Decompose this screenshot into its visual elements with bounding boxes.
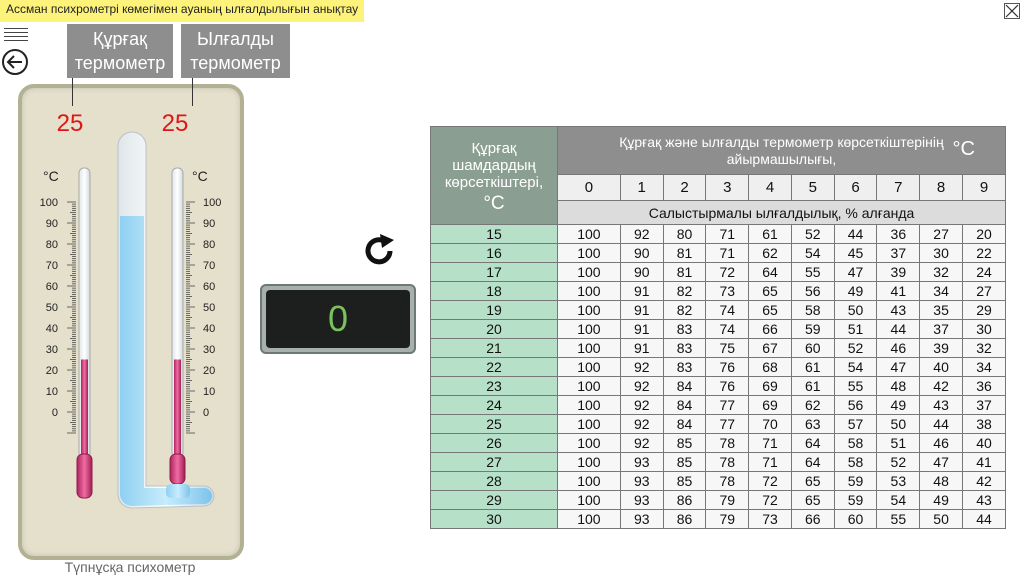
humidity-cell: 52	[877, 453, 920, 472]
humidity-cell: 55	[791, 263, 834, 282]
humidity-cell: 100	[558, 263, 621, 282]
dry-temp-cell: 25	[431, 415, 558, 434]
humidity-cell: 39	[877, 263, 920, 282]
dry-label-pointer	[72, 78, 73, 106]
humidity-cell: 43	[920, 396, 963, 415]
humidity-table	[430, 126, 1006, 529]
humidity-cell: 69	[749, 377, 792, 396]
humidity-cell: 66	[791, 510, 834, 529]
humidity-cell: 58	[791, 301, 834, 320]
humidity-cell: 74	[706, 320, 749, 339]
dry-temp-cell: 24	[431, 396, 558, 415]
humidity-cell: 61	[749, 225, 792, 244]
humidity-cell: 92	[620, 377, 663, 396]
back-button[interactable]	[2, 49, 28, 75]
table-row	[431, 263, 1006, 282]
humidity-cell: 92	[620, 396, 663, 415]
humidity-cell: 70	[749, 415, 792, 434]
humidity-cell: 61	[791, 377, 834, 396]
humidity-cell: 77	[706, 396, 749, 415]
humidity-cell: 35	[920, 301, 963, 320]
dry-temp-cell: 21	[431, 339, 558, 358]
humidity-cell: 76	[706, 377, 749, 396]
humidity-cell: 37	[962, 396, 1005, 415]
humidity-cell: 93	[620, 491, 663, 510]
humidity-cell: 69	[749, 396, 792, 415]
psychrometer-panel	[18, 84, 244, 560]
humidity-cell: 100	[558, 472, 621, 491]
humidity-cell: 58	[834, 434, 877, 453]
humidity-cell: 41	[877, 282, 920, 301]
humidity-cell: 71	[706, 225, 749, 244]
humidity-cell: 27	[920, 225, 963, 244]
humidity-cell: 59	[834, 491, 877, 510]
wet-wick-water	[120, 216, 212, 506]
humidity-cell: 43	[877, 301, 920, 320]
diff-column-header: 4	[749, 175, 792, 201]
table-row	[431, 396, 1006, 415]
refresh-button[interactable]	[360, 232, 398, 270]
scale-label: 10	[45, 386, 58, 398]
humidity-cell: 66	[749, 320, 792, 339]
humidity-cell: 84	[663, 377, 706, 396]
humidity-cell: 51	[877, 434, 920, 453]
psychrometer-caption: Түпнұсқа психометр	[64, 559, 196, 575]
humidity-cell: 39	[920, 339, 963, 358]
humidity-cell: 22	[962, 244, 1005, 263]
dry-temp-cell: 16	[431, 244, 558, 263]
dry-temp-cell: 19	[431, 301, 558, 320]
humidity-cell: 64	[791, 434, 834, 453]
humidity-cell: 79	[706, 510, 749, 529]
window-title: Ассман психрометрі көмегімен ауаның ылғалдылығын анықтау	[0, 0, 364, 22]
table-row	[431, 434, 1006, 453]
table-row	[431, 453, 1006, 472]
scale-label: 30	[45, 344, 58, 356]
scale-label: 20	[45, 365, 58, 377]
humidity-cell: 36	[962, 377, 1005, 396]
scale-label: 90	[45, 218, 58, 230]
humidity-cell: 42	[920, 377, 963, 396]
diff-column-header: 9	[962, 175, 1005, 201]
diff-header-text: Құрғақ және ылғалды термометр көрсеткіштерінің айырмашылығы,	[619, 133, 944, 167]
humidity-cell: 40	[962, 434, 1005, 453]
dry-temp-cell: 15	[431, 225, 558, 244]
table-row	[431, 377, 1006, 396]
diff-column-header: 3	[706, 175, 749, 201]
dry-temp-cell: 23	[431, 377, 558, 396]
humidity-cell: 82	[663, 282, 706, 301]
close-button[interactable]	[1004, 3, 1020, 19]
humidity-cell: 52	[834, 339, 877, 358]
humidity-cell: 72	[749, 491, 792, 510]
humidity-cell: 80	[663, 225, 706, 244]
humidity-cell: 85	[663, 472, 706, 491]
dry-temp-header-unit: °C	[483, 192, 505, 214]
humidity-cell: 30	[920, 244, 963, 263]
humidity-cell: 54	[877, 491, 920, 510]
humidity-cell: 57	[834, 415, 877, 434]
humidity-cell: 34	[920, 282, 963, 301]
diff-column-header: 7	[877, 175, 920, 201]
humidity-cell: 100	[558, 491, 621, 510]
wet-unit-label: °C	[192, 168, 208, 184]
humidity-cell: 72	[706, 263, 749, 282]
dry-thermometer-bulb	[77, 454, 92, 498]
humidity-cell: 54	[834, 358, 877, 377]
humidity-cell: 36	[877, 225, 920, 244]
table-row	[431, 320, 1006, 339]
humidity-cell: 62	[791, 396, 834, 415]
dry-temp-readout: 25	[56, 110, 84, 137]
humidity-cell: 90	[620, 244, 663, 263]
humidity-cell: 48	[920, 472, 963, 491]
scale-label: 50	[203, 302, 216, 314]
humidity-cell: 92	[620, 434, 663, 453]
humidity-cell: 42	[962, 472, 1005, 491]
humidity-cell: 100	[558, 282, 621, 301]
humidity-cell: 78	[706, 472, 749, 491]
humidity-cell: 65	[749, 282, 792, 301]
psychrometer-drawing	[22, 88, 240, 556]
humidity-cell: 100	[558, 320, 621, 339]
humidity-cell: 44	[877, 320, 920, 339]
humidity-cell: 56	[834, 396, 877, 415]
humidity-cell: 77	[706, 415, 749, 434]
humidity-cell: 67	[749, 339, 792, 358]
humidity-cell: 83	[663, 358, 706, 377]
humidity-cell: 61	[791, 358, 834, 377]
wet-thermometer-scale	[186, 197, 221, 433]
humidity-cell: 50	[920, 510, 963, 529]
humidity-cell: 53	[877, 472, 920, 491]
table-row	[431, 358, 1006, 377]
refresh-icon	[360, 232, 398, 270]
scale-label: 80	[203, 239, 216, 251]
diff-column-header: 5	[791, 175, 834, 201]
humidity-cell: 40	[920, 358, 963, 377]
humidity-cell: 59	[791, 320, 834, 339]
humidity-cell: 62	[749, 244, 792, 263]
scale-label: 30	[203, 344, 216, 356]
dry-temp-cell: 30	[431, 510, 558, 529]
humidity-cell: 84	[663, 396, 706, 415]
humidity-cell: 38	[962, 415, 1005, 434]
diff-column-header: 1	[620, 175, 663, 201]
scale-label: 100	[39, 197, 58, 209]
humidity-table-body	[431, 225, 1006, 529]
humidity-cell: 72	[749, 472, 792, 491]
dry-temp-cell: 20	[431, 320, 558, 339]
diff-header-unit: °C	[952, 138, 975, 160]
humidity-cell: 44	[962, 510, 1005, 529]
diff-header	[558, 127, 1006, 175]
dry-temp-cell: 27	[431, 453, 558, 472]
humidity-cell: 55	[834, 377, 877, 396]
humidity-cell: 54	[791, 244, 834, 263]
dry-temp-cell: 26	[431, 434, 558, 453]
humidity-cell: 85	[663, 453, 706, 472]
humidity-cell: 37	[920, 320, 963, 339]
table-row	[431, 225, 1006, 244]
wet-label-pointer	[192, 78, 193, 106]
humidity-cell: 100	[558, 396, 621, 415]
rh-header: Салыстырмалы ылғалдылық, % алғанда	[558, 201, 1006, 225]
humidity-cell: 75	[706, 339, 749, 358]
humidity-cell: 93	[620, 453, 663, 472]
scale-label: 10	[203, 386, 216, 398]
humidity-cell: 86	[663, 491, 706, 510]
humidity-cell: 78	[706, 434, 749, 453]
humidity-cell: 65	[749, 301, 792, 320]
table-row	[431, 301, 1006, 320]
dry-temp-cell: 18	[431, 282, 558, 301]
scale-label: 60	[45, 281, 58, 293]
humidity-cell: 32	[962, 339, 1005, 358]
dry-thermometer-label: Құрғақ термометр	[67, 24, 173, 78]
humidity-cell: 59	[834, 472, 877, 491]
humidity-cell: 100	[558, 415, 621, 434]
humidity-cell: 47	[834, 263, 877, 282]
humidity-cell: 81	[663, 263, 706, 282]
humidity-cell: 58	[834, 453, 877, 472]
humidity-cell: 73	[749, 510, 792, 529]
arrow-left-icon	[6, 54, 24, 70]
humidity-cell: 43	[962, 491, 1005, 510]
humidity-cell: 65	[791, 491, 834, 510]
humidity-cell: 100	[558, 434, 621, 453]
menu-button[interactable]	[4, 28, 28, 44]
humidity-cell: 92	[620, 225, 663, 244]
humidity-cell: 100	[558, 453, 621, 472]
humidity-cell: 76	[706, 358, 749, 377]
humidity-cell: 44	[920, 415, 963, 434]
humidity-cell: 50	[834, 301, 877, 320]
scale-label: 50	[45, 302, 58, 314]
humidity-cell: 86	[663, 510, 706, 529]
humidity-cell: 55	[877, 510, 920, 529]
humidity-cell: 24	[962, 263, 1005, 282]
humidity-cell: 64	[791, 453, 834, 472]
humidity-cell: 71	[706, 244, 749, 263]
humidity-cell: 49	[877, 396, 920, 415]
close-icon	[1005, 4, 1019, 18]
humidity-cell: 49	[920, 491, 963, 510]
humidity-cell: 83	[663, 320, 706, 339]
table-row	[431, 339, 1006, 358]
scale-label: 0	[203, 407, 210, 419]
table-row	[431, 244, 1006, 263]
dry-temp-header	[431, 127, 558, 225]
diff-column-header: 0	[558, 175, 621, 201]
humidity-cell: 91	[620, 339, 663, 358]
dry-temp-cell: 29	[431, 491, 558, 510]
table-row	[431, 282, 1006, 301]
humidity-cell: 100	[558, 339, 621, 358]
humidity-cell: 92	[620, 415, 663, 434]
wet-thermometer-mercury	[174, 360, 181, 459]
dry-temp-cell: 22	[431, 358, 558, 377]
humidity-cell: 93	[620, 472, 663, 491]
humidity-cell: 32	[920, 263, 963, 282]
diff-column-header: 6	[834, 175, 877, 201]
scale-label: 70	[203, 260, 216, 272]
dry-thermometer-mercury	[81, 360, 88, 459]
dry-unit-label: °C	[43, 168, 59, 184]
humidity-cell: 52	[791, 225, 834, 244]
table-row	[431, 510, 1006, 529]
humidity-cell: 29	[962, 301, 1005, 320]
dry-thermometer-scale	[40, 197, 76, 433]
humidity-cell: 83	[663, 339, 706, 358]
humidity-cell: 81	[663, 244, 706, 263]
humidity-cell: 47	[877, 358, 920, 377]
humidity-cell: 100	[558, 377, 621, 396]
scale-label: 40	[45, 323, 58, 335]
humidity-cell: 20	[962, 225, 1005, 244]
humidity-cell: 45	[834, 244, 877, 263]
humidity-cell: 73	[706, 282, 749, 301]
diff-column-header: 8	[920, 175, 963, 201]
menu-icon	[4, 28, 28, 29]
humidity-cell: 47	[920, 453, 963, 472]
scale-label: 70	[45, 260, 58, 272]
humidity-cell: 65	[791, 472, 834, 491]
scale-label: 90	[203, 218, 216, 230]
humidity-cell: 91	[620, 301, 663, 320]
wet-thermometer-bulb	[170, 454, 185, 484]
dry-temp-cell: 28	[431, 472, 558, 491]
humidity-cell: 34	[962, 358, 1005, 377]
humidity-cell: 37	[877, 244, 920, 263]
humidity-cell: 68	[749, 358, 792, 377]
humidity-cell: 91	[620, 282, 663, 301]
humidity-cell: 46	[877, 339, 920, 358]
humidity-cell: 100	[558, 358, 621, 377]
humidity-cell: 71	[749, 434, 792, 453]
scale-label: 60	[203, 281, 216, 293]
humidity-cell: 82	[663, 301, 706, 320]
result-display	[260, 284, 416, 354]
humidity-cell: 92	[620, 358, 663, 377]
humidity-cell: 100	[558, 510, 621, 529]
humidity-cell: 63	[791, 415, 834, 434]
humidity-cell: 51	[834, 320, 877, 339]
humidity-cell: 48	[877, 377, 920, 396]
humidity-cell: 50	[877, 415, 920, 434]
humidity-cell: 93	[620, 510, 663, 529]
scale-label: 80	[45, 239, 58, 251]
scale-label: 20	[203, 365, 216, 377]
humidity-cell: 46	[920, 434, 963, 453]
humidity-cell: 64	[749, 263, 792, 282]
humidity-cell: 85	[663, 434, 706, 453]
humidity-cell: 78	[706, 453, 749, 472]
humidity-cell: 91	[620, 320, 663, 339]
scale-label: 100	[203, 197, 222, 209]
wet-thermometer-label: Ылғалды термометр	[181, 24, 290, 78]
humidity-cell: 44	[834, 225, 877, 244]
humidity-cell: 30	[962, 320, 1005, 339]
wet-temp-readout: 25	[161, 110, 189, 137]
humidity-cell: 100	[558, 244, 621, 263]
humidity-cell: 74	[706, 301, 749, 320]
table-row	[431, 491, 1006, 510]
humidity-cell: 49	[834, 282, 877, 301]
humidity-cell: 60	[834, 510, 877, 529]
humidity-cell: 71	[749, 453, 792, 472]
table-row	[431, 472, 1006, 491]
humidity-cell: 27	[962, 282, 1005, 301]
humidity-cell: 41	[962, 453, 1005, 472]
humidity-cell: 79	[706, 491, 749, 510]
wet-bulb-wick	[166, 484, 190, 498]
scale-label: 0	[51, 407, 58, 419]
humidity-cell: 60	[791, 339, 834, 358]
dry-temp-cell: 17	[431, 263, 558, 282]
humidity-cell: 84	[663, 415, 706, 434]
dry-temp-header-text: Құрғақ шамдардың көрсеткіштері,	[444, 139, 544, 191]
humidity-cell: 100	[558, 225, 621, 244]
humidity-cell: 90	[620, 263, 663, 282]
result-display-value: 0	[266, 290, 410, 348]
scale-label: 40	[203, 323, 216, 335]
humidity-cell: 56	[791, 282, 834, 301]
diff-column-header: 2	[663, 175, 706, 201]
table-row	[431, 415, 1006, 434]
humidity-cell: 100	[558, 301, 621, 320]
